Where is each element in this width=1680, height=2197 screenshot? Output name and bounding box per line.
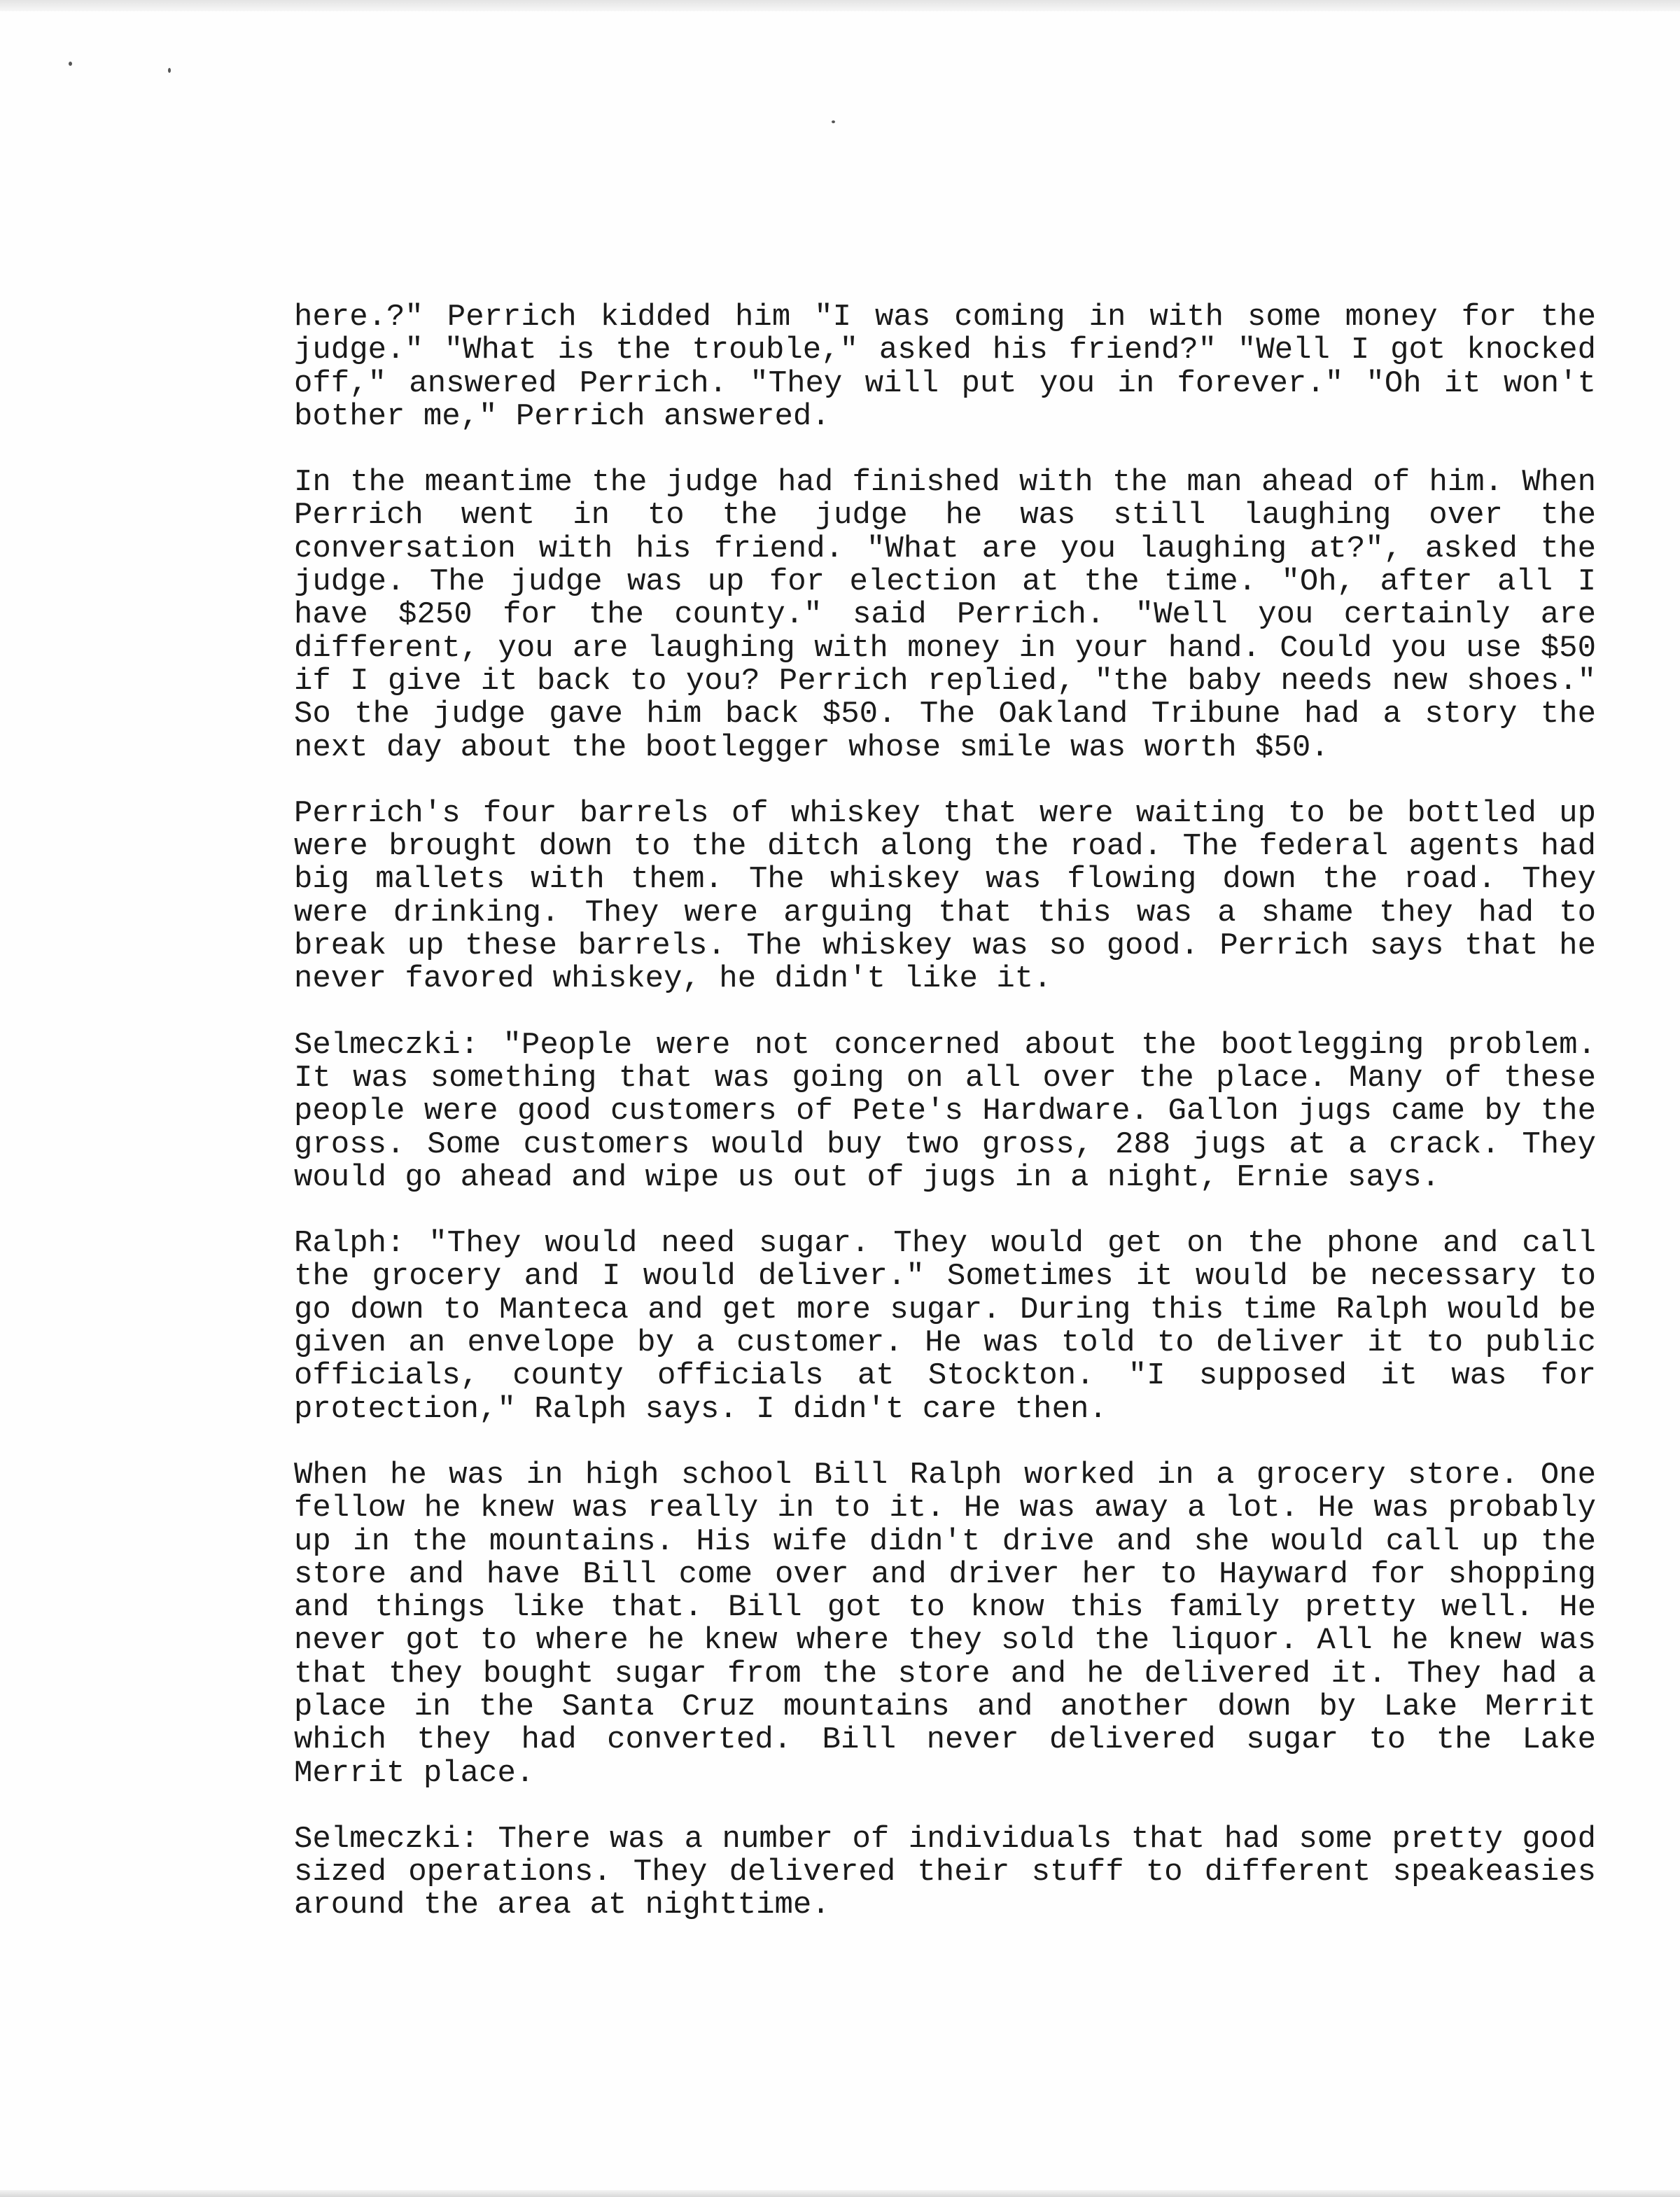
paragraph: Selmeczki: There was a number of individuals that had some pretty good sized operations. They delivered their stuff to different speakeasies around the area at nighttime.: [294, 1821, 1596, 1923]
scan-top-edge: [0, 0, 1680, 11]
paragraph: When he was in high school Bill Ralph worked in a grocery store. One fellow he knew was really in to it. He was away a lot. He was probably up in the mountains. His wife didn't drive and she would call up the store and have Bill come over and driver her to Hayward for shopping and things like that. Bill got to know this family pretty well. He never got to where he knew where they sold the liquor. All he knew was that they bought sugar from the store and he delivered it. They had a place in the Santa Cruz mountains and another down by Lake Merrit which they had converted. Bill never delivered sugar to the Lake Merrit place.: [294, 1457, 1596, 1791]
scan-speck: [832, 120, 835, 123]
paragraph: Ralph: "They would need sugar. They would get on the phone and call the grocery and I would deliver." Sometimes it would be necessary to go down to Manteca and get more sugar. During this time Ralph would be given an envelope by a customer. He was told to deliver it to public officials, county officials at Stockton. "I supposed it was for protection," Ralph says. I didn't care then.: [294, 1226, 1596, 1427]
document-body: [294, 301, 1596, 1923]
scan-speck: [168, 68, 171, 73]
paragraph: here.?" Perrich kidded him "I was coming in with some money for the judge." "What is the trouble," asked his friend?" "Well I got knocked off," answered Perrich. "They will put you in forever." "Oh it won't bother me," Perrich answered.: [294, 300, 1596, 434]
scan-speck: [69, 62, 72, 66]
paragraph: In the meantime the judge had finished with the man ahead of him. When Perrich went in to the judge he was still laughing over the conversation with his friend. "What are you laughing at?", asked the judge. The judge was up for election at the time. "Oh, after all I have $250 for the county." said Perrich. "Well you certainly are different, you are laughing with money in your hand. Could you use $50 if I give it back to you? Perrich replied, "the baby needs new shoes." So the judge gave him back $50. The Oakland Tribune had a story the next day about the bootlegger whose smile was worth $50.: [294, 465, 1596, 765]
paragraph: Selmeczki: "People were not concerned about the bootlegging problem. It was something that was going on all over the place. Many of these people were good customers of Pete's Hardware. Gallon jugs came by the gross. Some customers would buy two gross, 288 jugs at a crack. They would go ahead and wipe us out of jugs in a night, Ernie says.: [294, 1027, 1596, 1195]
scan-bottom-edge: [0, 2190, 1680, 2197]
paragraph: Perrich's four barrels of whiskey that were waiting to be bottled up were brought down to the ditch along the road. The federal agents had big mallets with them. The whiskey was flowing down the road. They were drinking. They were arguing that this was a shame they had to break up these barrels. The whiskey was so good. Perrich says that he never favored whiskey, he didn't like it.: [294, 795, 1596, 997]
